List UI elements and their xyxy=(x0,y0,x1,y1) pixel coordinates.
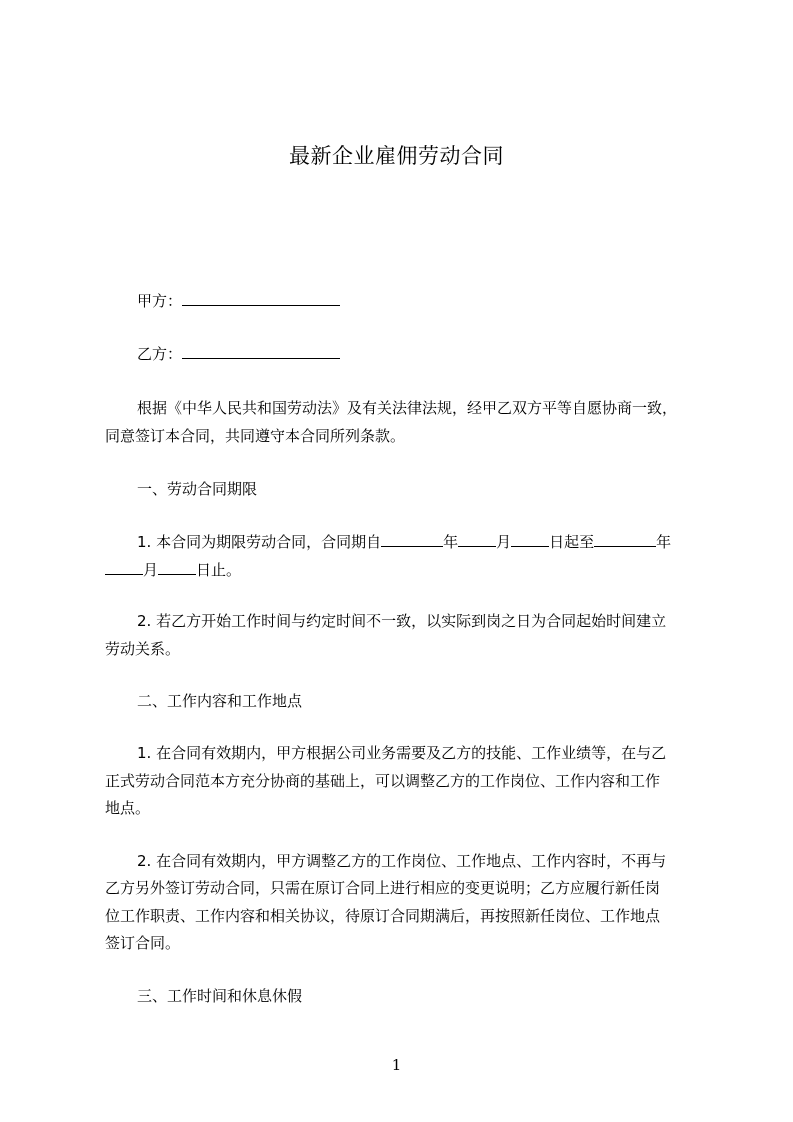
clause-text: 月 xyxy=(496,533,512,551)
party-b-label: 乙方： xyxy=(137,345,183,363)
end-day-blank[interactable] xyxy=(158,560,196,575)
section2-clause1-line3: 地点。 xyxy=(105,799,151,817)
section1-clause2-line1: 2. 若乙方开始工作时间与约定时间不一致，以实际到岗之日为合同起始时间建立 xyxy=(137,612,667,630)
section1-clause2-line2: 劳动关系。 xyxy=(105,640,181,658)
party-a-line xyxy=(137,291,340,311)
page-number: 1 xyxy=(391,1056,402,1074)
clause-text: 日止。 xyxy=(196,561,242,579)
section3-heading: 三、工作时间和休息休假 xyxy=(137,987,303,1005)
section2-clause2-line4: 签订合同。 xyxy=(105,934,181,952)
clause-text: 月 xyxy=(143,561,159,579)
section2-clause2-line3: 位工作职责、工作内容和相关协议，待原订合同期满后，再按照新任岗位、工作地点 xyxy=(105,907,661,925)
start-day-blank[interactable] xyxy=(511,532,549,547)
clause-text: 年 xyxy=(656,533,672,551)
party-b-line xyxy=(137,344,340,364)
section2-clause2-line1: 2. 在合同有效期内，甲方调整乙方的工作岗位、工作地点、工作内容时，不再与 xyxy=(137,852,667,870)
clause-text: 日起至 xyxy=(549,533,595,551)
section2-clause1-line1: 1. 在合同有效期内，甲方根据公司业务需要及乙方的技能、工作业绩等，在与乙 xyxy=(137,744,667,762)
clause-text: 年 xyxy=(443,533,459,551)
intro-line-1: 根据《中华人民共和国劳动法》及有关法律法规，经甲乙双方平等自愿协商一致， xyxy=(137,399,678,417)
end-month-blank[interactable] xyxy=(105,560,143,575)
intro-line-2: 同意签订本合同，共同遵守本合同所列条款。 xyxy=(105,427,406,445)
document-title: 最新企业雇佣劳动合同 xyxy=(289,144,504,168)
party-b-blank[interactable] xyxy=(182,344,340,359)
start-year-blank[interactable] xyxy=(381,532,443,547)
section1-heading: 一、劳动合同期限 xyxy=(137,480,258,498)
section2-clause1-line2: 正式劳动合同范本方充分协商的基础上，可以调整乙方的工作岗位、工作内容和工作 xyxy=(105,772,661,790)
end-year-blank[interactable] xyxy=(594,532,656,547)
start-month-blank[interactable] xyxy=(458,532,496,547)
section2-clause2-line2: 乙方另外签订劳动合同，只需在原订合同上进行相应的变更说明；乙方应履行新任岗 xyxy=(105,879,661,897)
section1-clause1-line2 xyxy=(105,560,241,580)
clause-text: 1. 本合同为期限劳动合同，合同期自 xyxy=(137,533,382,551)
party-a-label: 甲方： xyxy=(137,292,183,310)
section1-clause1-line1 xyxy=(137,532,671,552)
party-a-blank[interactable] xyxy=(182,291,340,306)
section2-heading: 二、工作内容和工作地点 xyxy=(137,692,303,710)
